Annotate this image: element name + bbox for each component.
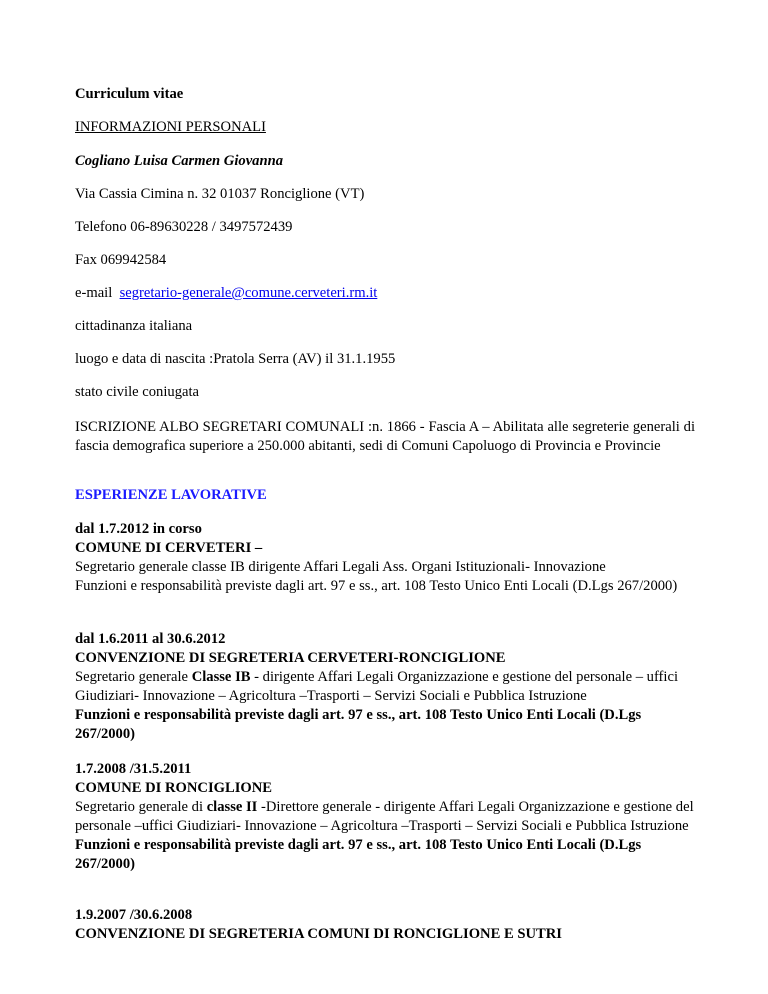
entry-functions: Funzioni e responsabilità previste dagli art. 97 e ss., art. 108 Testo Unico Enti Locali (D.Lgs 267/2000) <box>75 578 678 594</box>
experience-entry <box>75 906 695 944</box>
section-experience: ESPERIENZE LAVORATIVE <box>75 487 267 503</box>
entry-functions: Funzioni e responsabilità previste dagli art. 97 e ss., art. 108 Testo Unico Enti Locali (D.Lgs 267/2000) <box>75 707 642 742</box>
email-line <box>75 284 695 303</box>
address: Via Cassia Cimina n. 32 01037 Ronciglione (VT) <box>75 186 365 202</box>
fax: Fax 069942584 <box>75 252 167 268</box>
entry-role: Segretario generale di classe II -Direttore generale - dirigente Affari Legali Organizzazione e gestione del personale –uffici Giudiziari- Innovazione – Agricoltura –Trasporti – Servizi Sociali e Pubblica Istruzione <box>75 799 694 834</box>
entry-period: dal 1.6.2011 al 30.6.2012 <box>75 631 226 647</box>
entry-functions: Funzioni e responsabilità previste dagli art. 97 e ss., art. 108 Testo Unico Enti Locali (D.Lgs 267/2000) <box>75 837 642 872</box>
email-link[interactable]: segretario-generale@comune.cerveteri.rm.it <box>119 285 378 301</box>
entry-period: 1.7.2008 /31.5.2011 <box>75 761 192 777</box>
entry-employer: COMUNE DI CERVETERI – <box>75 540 263 556</box>
entry-role: Segretario generale classe IB dirigente Affari Legali Ass. Organi Istituzionali- Innovazione <box>75 559 606 575</box>
experience-entry <box>75 760 695 874</box>
citizenship: cittadinanza italiana <box>75 318 193 334</box>
entry-employer: COMUNE DI RONCIGLIONE <box>75 780 273 796</box>
section-personal-info: INFORMAZIONI PERSONALI <box>75 119 266 135</box>
birth-info: luogo e data di nascita :Pratola Serra (AV) il 31.1.1955 <box>75 351 396 367</box>
entry-class: Classe IB <box>191 669 251 685</box>
entry-role: Segretario generale Classe IB - dirigente Affari Legali Organizzazione e gestione del personale – uffici Giudiziari- Innovazione – Agricoltura –Trasporti – Servizi Sociali e Pubblica Istruzione <box>75 669 678 704</box>
experience-entry <box>75 520 695 596</box>
entry-employer: CONVENZIONE DI SEGRETERIA CERVETERI-RONCIGLIONE <box>75 650 506 666</box>
person-name: Cogliano Luisa Carmen Giovanna <box>75 153 284 169</box>
email-label: e-mail <box>75 285 113 301</box>
document-title: Curriculum vitae <box>75 86 184 102</box>
entry-employer: CONVENZIONE DI SEGRETERIA COMUNI DI RONCIGLIONE E SUTRI <box>75 926 562 942</box>
entry-class: classe II <box>206 799 258 815</box>
phone: Telefono 06-89630228 / 3497572439 <box>75 219 293 235</box>
registry-info: ISCRIZIONE ALBO SEGRETARI COMUNALI :n. 1866 - Fascia A – Abilitata alle segreterie generali di fascia demografica superiore a 250.000 abitanti, sedi di Comuni Capoluogo di Provincia e Provincie <box>75 419 695 454</box>
experience-entry <box>75 630 695 744</box>
civil-status: stato civile coniugata <box>75 384 200 400</box>
entry-period: dal 1.7.2012 in corso <box>75 521 202 537</box>
entry-period: 1.9.2007 /30.6.2008 <box>75 907 193 923</box>
